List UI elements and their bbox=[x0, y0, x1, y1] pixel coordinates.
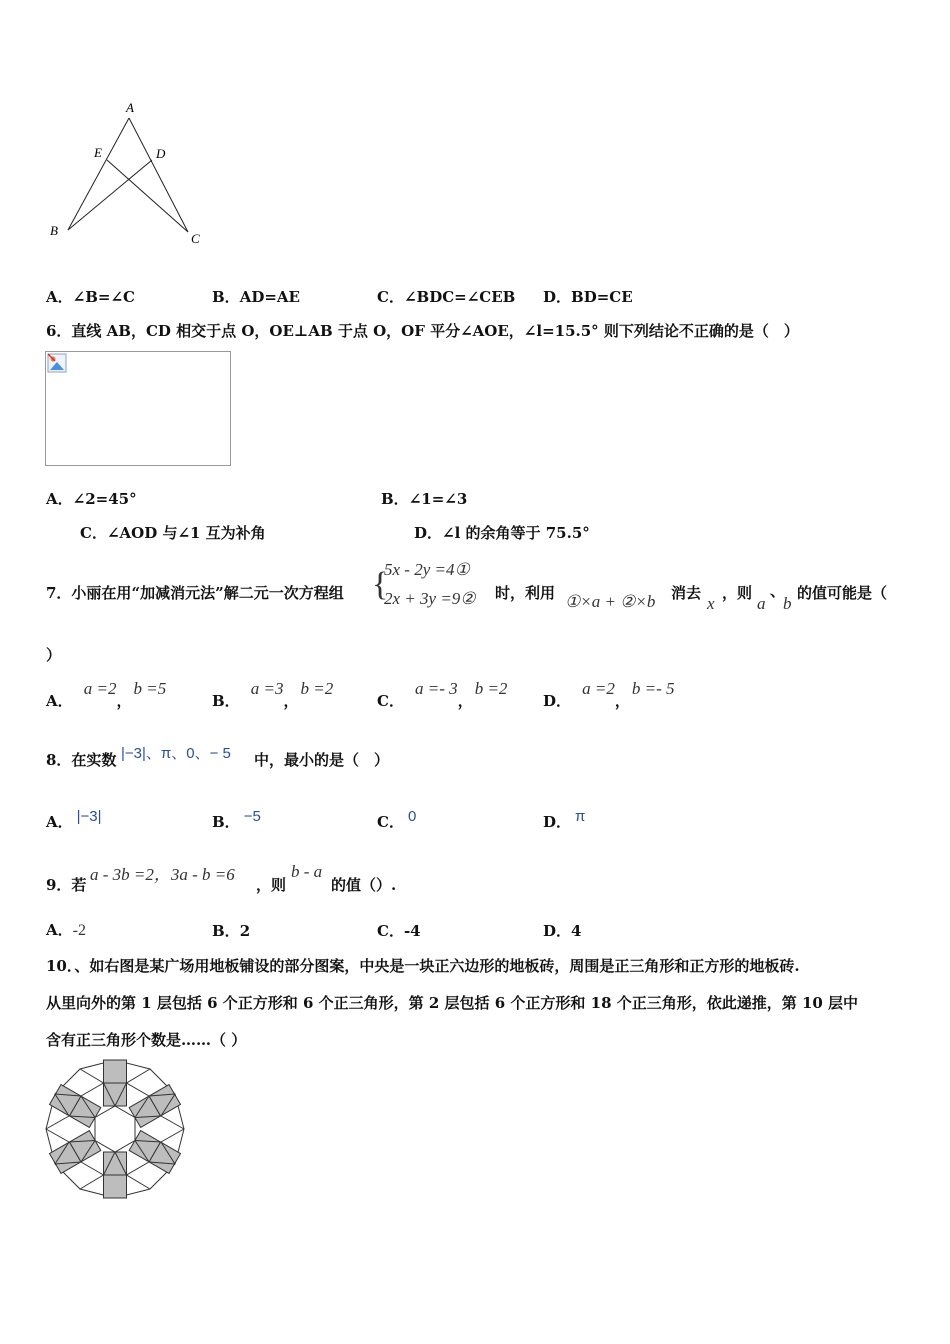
triangle-figure bbox=[40, 98, 220, 253]
floor-tile-figure bbox=[44, 1058, 186, 1200]
q7-mid2: 消去 bbox=[671, 584, 702, 602]
q9-mid: ，则 bbox=[256, 876, 287, 894]
q8-option-a[interactable]: A． |−3| bbox=[46, 808, 102, 831]
q8-option-d[interactable]: D． π bbox=[543, 808, 586, 831]
q7-close: ） bbox=[46, 646, 62, 664]
q7-mid3: ，则 bbox=[722, 584, 753, 602]
q5-option-d[interactable]: D．BD=CE bbox=[543, 288, 633, 306]
q10-line3: 含有正三角形个数是……（ ） bbox=[46, 1031, 247, 1049]
q8-option-b[interactable]: B． −5 bbox=[212, 808, 261, 831]
q7-stem-prefix: 7．小丽在用“加减消元法”解二元一次方程组 bbox=[46, 584, 344, 602]
q9-option-d[interactable]: D．4 bbox=[543, 922, 582, 940]
broken-image-icon bbox=[47, 353, 67, 373]
q6-option-c[interactable]: C．∠AOD 与∠1 互为补角 bbox=[80, 524, 266, 542]
q9-option-a[interactable]: A．-2 bbox=[46, 921, 86, 939]
q9-stem-prefix: 9．若 bbox=[46, 876, 87, 894]
q7-option-d[interactable]: D． a =2，b =- 5 bbox=[543, 679, 675, 710]
q7-expr: ①×a + ②×b bbox=[565, 592, 656, 611]
q7-eq1: 5x - 2y =4① bbox=[384, 560, 470, 579]
q9-option-b[interactable]: B．2 bbox=[212, 922, 251, 940]
q9-suffix: 的值（）. bbox=[331, 876, 397, 894]
q8-stem-suffix: 中，最小的是（ ） bbox=[254, 751, 390, 769]
q6-option-b[interactable]: B．∠1=∠3 bbox=[381, 490, 468, 508]
q7-var-b: b bbox=[783, 594, 792, 613]
q7-var-x: x bbox=[707, 594, 715, 613]
q7-eq2: 2x + 3y =9② bbox=[384, 589, 476, 608]
label-c: C bbox=[191, 231, 200, 246]
q7-var-a: a bbox=[757, 594, 766, 613]
q7-option-c[interactable]: C． a =- 3，b =2 bbox=[377, 679, 508, 710]
q7-tail: 的值可能是（ bbox=[797, 584, 888, 602]
q9-expr: b - a bbox=[291, 862, 323, 881]
q7-option-a[interactable]: A． a =2，b =5 bbox=[46, 679, 167, 710]
q9-condition: a - 3b =2，3a - b =6 bbox=[90, 865, 235, 884]
label-a: A bbox=[126, 100, 134, 115]
q7-option-b[interactable]: B． a =3，b =2 bbox=[212, 679, 334, 710]
q6-stem: 6．直线 AB，CD 相交于点 O，OE⊥AB 于点 O，OF 平分∠AOE，∠l=15.5° 则下列结论不正确的是（ ） bbox=[46, 322, 799, 340]
label-e: E bbox=[94, 145, 102, 160]
q8-stem-prefix: 8．在实数 bbox=[46, 751, 117, 769]
q5-option-c[interactable]: C．∠BDC=∠CEB bbox=[377, 288, 516, 306]
q8-numbers: |−3|、π、0、− 5 bbox=[121, 745, 231, 762]
q7-brace: { bbox=[372, 566, 389, 603]
q6-option-a[interactable]: A．∠2=45° bbox=[46, 490, 137, 508]
q8-option-c[interactable]: C． 0 bbox=[377, 808, 417, 831]
q9-option-c[interactable]: C．-4 bbox=[377, 922, 421, 940]
q10-line2: 从里向外的第 1 层包括 6 个正方形和 6 个正三角形，第 2 层包括 6 个正方形和 18 个正三角形，依此递推，第 10 层中 bbox=[46, 994, 859, 1012]
broken-image-placeholder bbox=[45, 351, 231, 466]
q10-line1: 10．、如右图是某广场用地板铺设的部分图案，中央是一块正六边形的地板砖，周围是正三角形和正方形的地板砖. bbox=[46, 957, 800, 975]
label-b: B bbox=[50, 223, 58, 238]
q6-option-d[interactable]: D．∠l 的余角等于 75.5° bbox=[414, 524, 590, 542]
label-d: D bbox=[156, 146, 166, 161]
q7-sep: 、 bbox=[770, 582, 786, 600]
q5-option-a[interactable]: A．∠B=∠C bbox=[46, 288, 135, 306]
q5-option-b[interactable]: B．AD=AE bbox=[212, 288, 300, 306]
q7-mid1: 时，利用 bbox=[495, 584, 556, 602]
